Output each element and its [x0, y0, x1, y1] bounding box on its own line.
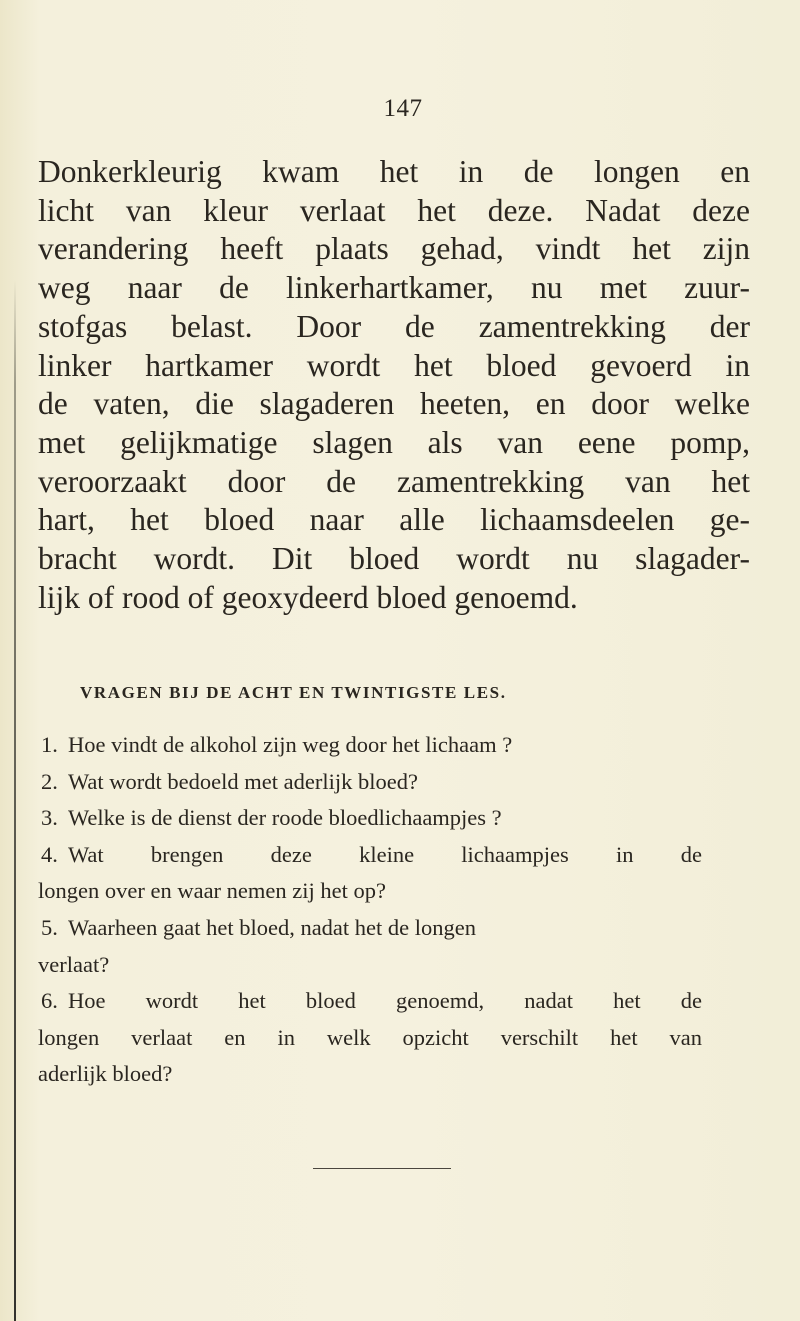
- body-line: verandering heeft plaats gehad, vindt het zijn: [38, 231, 750, 267]
- body-line: veroorzaakt door de zamentrekking van het: [38, 463, 750, 499]
- question-number: 1.: [41, 732, 58, 757]
- question-number: 4.: [41, 841, 58, 867]
- question-text: Hoe vindt de alkohol zijn weg door het lichaam ?: [68, 732, 513, 757]
- question-item: [38, 837, 702, 910]
- body-line: de vaten, die slagaderen heeten, en door welke: [38, 386, 750, 422]
- question-item: [38, 800, 702, 837]
- question-number: 6.: [41, 988, 58, 1014]
- question-item: [38, 764, 702, 801]
- body-line: bracht wordt. Dit bloed wordt nu slagader-: [38, 541, 750, 577]
- question-item: [38, 727, 702, 764]
- body-line: met gelijkmatige slagen als van eene pomp,: [38, 424, 750, 460]
- question-item: [38, 983, 702, 1093]
- question-text: Welke is de dienst der roode bloedlichaampjes ?: [68, 805, 502, 831]
- question-text: longen verlaat en in welk opzicht verschilt het van: [38, 1024, 702, 1050]
- body-line: licht van kleur verlaat het deze. Nadat deze: [38, 192, 750, 228]
- body-line: Donkerkleurig kwam het in de longen en: [38, 154, 750, 189]
- section-end-rule: [313, 1168, 451, 1169]
- body-line: weg naar de linkerhartkamer, nu met zuur-: [38, 270, 750, 306]
- body-paragraph: [38, 153, 750, 617]
- question-text: aderlijk bloed?: [38, 1061, 173, 1087]
- body-line: linker hartkamer wordt het bloed gevoerd in: [38, 347, 750, 383]
- body-line: lijk of rood of geoxydeerd bloed genoemd.: [38, 579, 578, 615]
- page-edge-shadow: [14, 280, 16, 1321]
- page-number: 147: [383, 95, 423, 122]
- question-text: Waarheen gaat het bloed, nadat het de longen: [68, 914, 477, 940]
- question-number: 5.: [41, 914, 58, 940]
- questions-heading: VRAGEN BIJ DE ACHT EN TWINTIGSTE LES.: [80, 683, 507, 702]
- question-text: Hoe wordt het bloed genoemd, nadat het de: [68, 988, 702, 1014]
- question-number: 2.: [41, 768, 58, 794]
- question-text: verlaat?: [38, 951, 110, 977]
- question-text: Wat brengen deze kleine lichaampjes in de: [68, 841, 702, 867]
- question-text: longen over en waar nemen zij het op?: [38, 878, 386, 904]
- question-text: Wat wordt bedoeld met aderlijk bloed?: [68, 768, 418, 794]
- question-item: [38, 910, 702, 983]
- body-line: hart, het bloed naar alle lichaamsdeelen ge-: [38, 502, 750, 538]
- questions-list: [38, 727, 702, 1093]
- question-number: 3.: [41, 805, 58, 831]
- body-line: stofgas belast. Door de zamentrekking der: [38, 308, 750, 344]
